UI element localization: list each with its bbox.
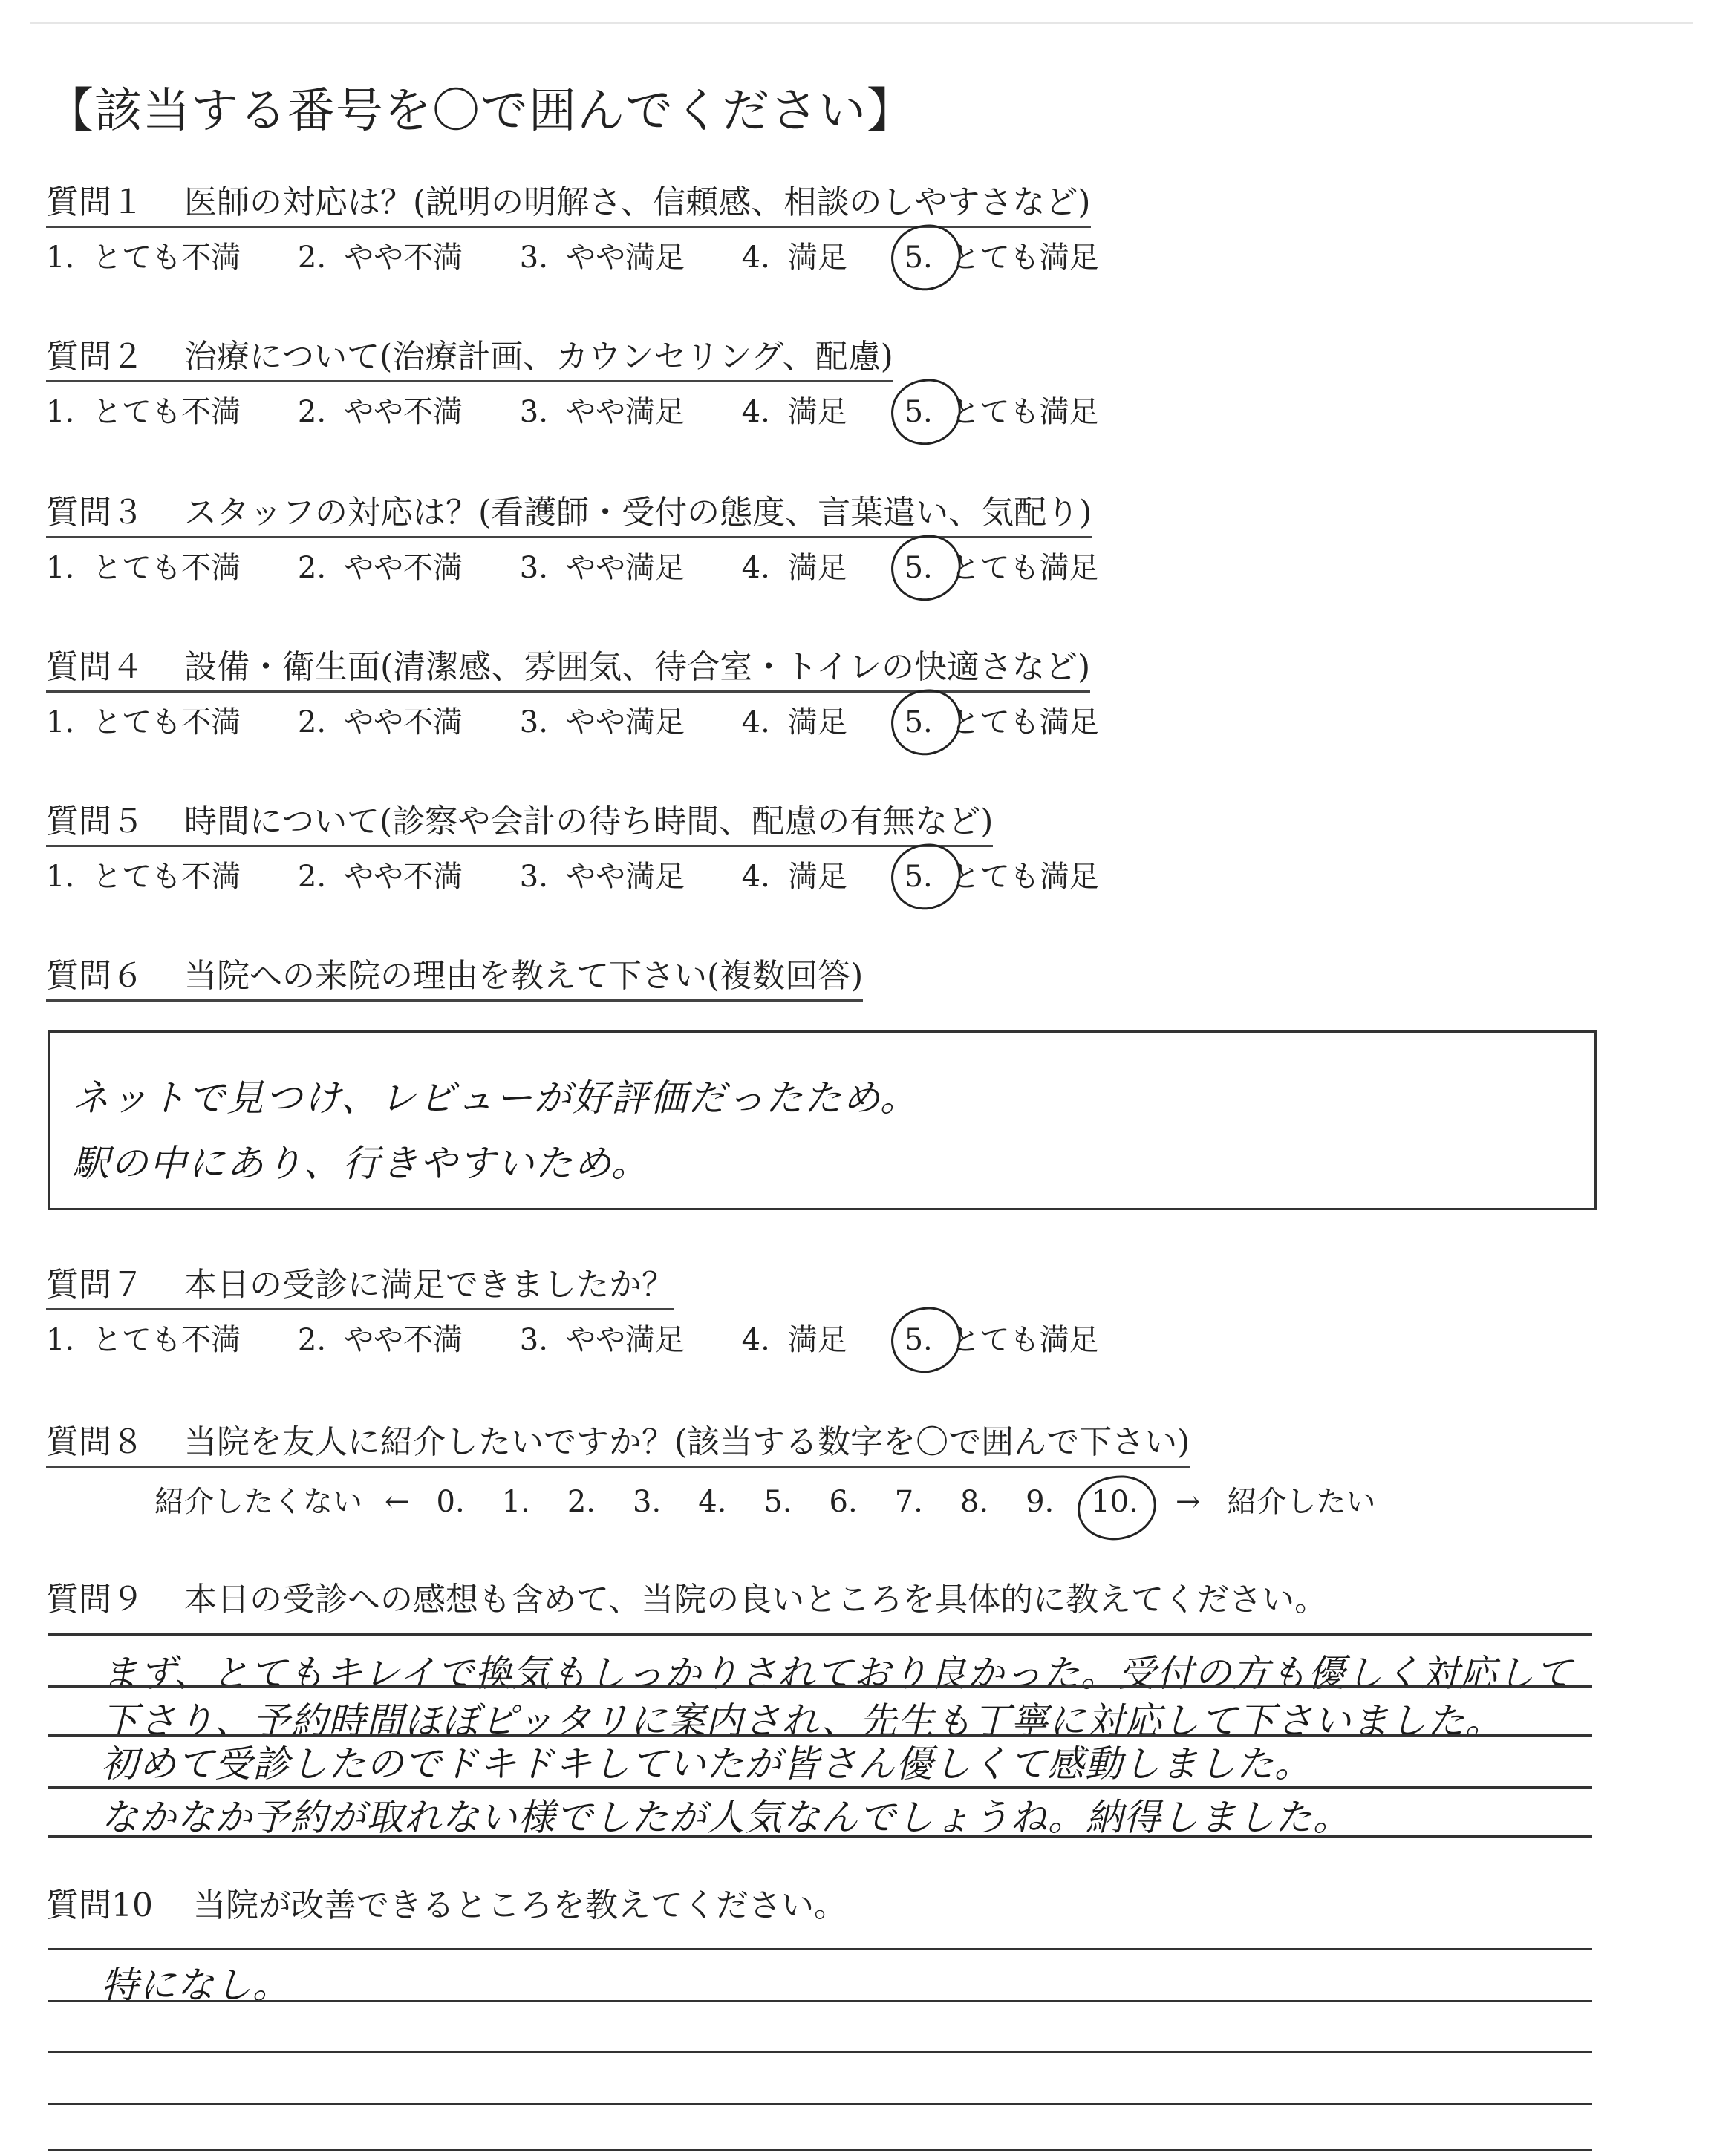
rating-options [46,699,1147,741]
option-3[interactable]: 3. やや満足 [519,551,685,585]
rule-line [48,2000,1592,2002]
option-3[interactable]: 3. やや満足 [519,860,685,894]
q9-answer-lines[interactable] [48,1630,1592,1846]
question-5 [46,794,1147,895]
question-1 [46,175,1147,276]
scale-3[interactable]: 3. [633,1485,662,1519]
handwritten-line: 駅の中にあり、行きやすいため。 [72,1142,650,1185]
handwritten-line: 特になし。 [101,1964,290,2007]
question-number: 質問10 [46,1886,153,1924]
option-5-circled[interactable]: 5. とても満足 [904,551,1099,585]
question-number: 質問８ [46,1423,144,1461]
option-3[interactable]: 3. やや満足 [519,705,685,739]
scale-right-label: 紹介したい [1227,1485,1376,1519]
option-5-circled[interactable]: 5. とても満足 [904,860,1099,894]
option-2[interactable]: 2. やや不満 [297,1323,463,1357]
scale-10-circled[interactable]: 10. [1091,1485,1138,1519]
question-text: 設備・衛生面(清潔感、雰囲気、待合室・トイレの快適さなど) [184,648,1091,686]
scale-8[interactable]: 8. [959,1485,989,1519]
option-2[interactable]: 2. やや不満 [297,705,463,739]
scale-0[interactable]: 0. [436,1485,465,1519]
arrow-left-icon: ← [385,1485,410,1519]
question-number: 質問１ [46,183,144,221]
handwritten-line: 初めて受診したのでドキドキしていたが皆さん優しくて感動しました。 [101,1742,1312,1786]
scale-1[interactable]: 1. [501,1485,530,1519]
option-4[interactable]: 4. 満足 [741,705,847,739]
question-8 [46,1415,1398,1520]
question-text: 治療について(治療計画、カウンセリング、配慮) [184,338,893,376]
option-2[interactable]: 2. やや不満 [297,241,463,275]
option-2[interactable]: 2. やや不満 [297,860,463,894]
scale-4[interactable]: 4. [698,1485,727,1519]
option-5-circled[interactable]: 5. とても満足 [904,241,1099,275]
option-4[interactable]: 4. 満足 [741,860,847,894]
option-5-circled[interactable]: 5. とても満足 [904,1323,1099,1357]
rating-options [46,544,1147,587]
question-7 [46,1258,1147,1359]
q6-answer-box[interactable] [48,1030,1597,1210]
option-1[interactable]: 1. とても不満 [46,551,241,585]
question-text: 本日の受診への感想も含めて、当院の良いところを具体的に教えてください。 [184,1581,1328,1618]
option-2[interactable]: 2. やや不満 [297,395,463,429]
question-number: 質問６ [46,957,144,995]
option-1[interactable]: 1. とても不満 [46,395,241,429]
question-number: 質問２ [46,338,144,376]
scale-6[interactable]: 6. [829,1485,858,1519]
option-3[interactable]: 3. やや満足 [519,1323,685,1357]
rule-line [48,1633,1592,1636]
option-1[interactable]: 1. とても不満 [46,705,241,739]
option-1[interactable]: 1. とても不満 [46,241,241,275]
option-4[interactable]: 4. 満足 [741,395,847,429]
rule-line [48,1685,1592,1688]
question-text: 医師の対応は？(説明の明解さ、信頼感、相談のしやすさなど) [184,183,1091,221]
question-text: 本日の受診に満足できましたか？ [184,1266,674,1304]
page-title: 【該当する番号を〇で囲んでください】 [46,84,915,139]
question-text: 当院を友人に紹介したいですか？(該当する数字を〇で囲んで下さい) [184,1423,1190,1461]
question-3 [46,486,1147,587]
scale-5[interactable]: 5. [763,1485,792,1519]
option-3[interactable]: 3. やや満足 [519,241,685,275]
scale-left-label: 紹介したくない [154,1485,362,1519]
question-number: 質問３ [46,494,144,532]
option-1[interactable]: 1. とても不満 [46,860,241,894]
question-text: 当院への来院の理由を教えて下さい(複数回答) [184,957,864,995]
rule-line [48,2103,1592,2105]
question-number: 質問９ [46,1581,144,1618]
question-text: 時間について(診察や会計の待ち時間、配慮の有無など) [184,803,994,840]
handwritten-line: 下さり、予約時間ほぼピッタリに案内され、先生も丁寧に対応して下さいました。 [101,1699,1503,1742]
handwritten-line: ネットで見つけ、レビューが好評価だったため。 [72,1077,919,1120]
arrow-right-icon: → [1175,1485,1201,1519]
option-5-circled[interactable]: 5. とても満足 [904,395,1099,429]
rule-line [48,1948,1592,1950]
option-4[interactable]: 4. 満足 [741,1323,847,1357]
question-6 [46,949,863,1002]
question-9 [46,1572,1327,1623]
scale-9[interactable]: 9. [1026,1485,1055,1519]
handwritten-line: なかなか予約が取れない様でしたが人気なんでしょうね。納得しました。 [101,1796,1351,1839]
recommend-scale [46,1478,1398,1520]
question-4 [46,640,1147,741]
question-number: 質問７ [46,1266,144,1304]
option-1[interactable]: 1. とても不満 [46,1323,241,1357]
rule-line [48,2149,1592,2151]
rating-options [46,1316,1147,1359]
question-text: 当院が改善できるところを教えてください。 [193,1886,847,1924]
scale-7[interactable]: 7. [894,1485,923,1519]
option-5-circled[interactable]: 5. とても満足 [904,705,1099,739]
rating-options [46,388,1147,431]
question-number: 質問５ [46,803,144,840]
question-10 [46,1878,847,1929]
option-4[interactable]: 4. 満足 [741,551,847,585]
q10-answer-lines[interactable] [48,1938,1592,2153]
scale-2[interactable]: 2. [567,1485,596,1519]
handwritten-line: まず、とてもキレイで換気もしっかりされており良かった。受付の方も優しく対応して [101,1652,1573,1695]
option-2[interactable]: 2. やや不満 [297,551,463,585]
rating-options [46,234,1147,276]
question-text: スタッフの対応は？(看護師・受付の態度、言葉遣い、気配り) [184,494,1092,532]
rule-line [48,1835,1592,1838]
option-3[interactable]: 3. やや満足 [519,395,685,429]
question-number: 質問４ [46,648,144,686]
rating-options [46,853,1147,895]
rule-line [48,2051,1592,2053]
option-4[interactable]: 4. 満足 [741,241,847,275]
question-2 [46,330,1147,431]
